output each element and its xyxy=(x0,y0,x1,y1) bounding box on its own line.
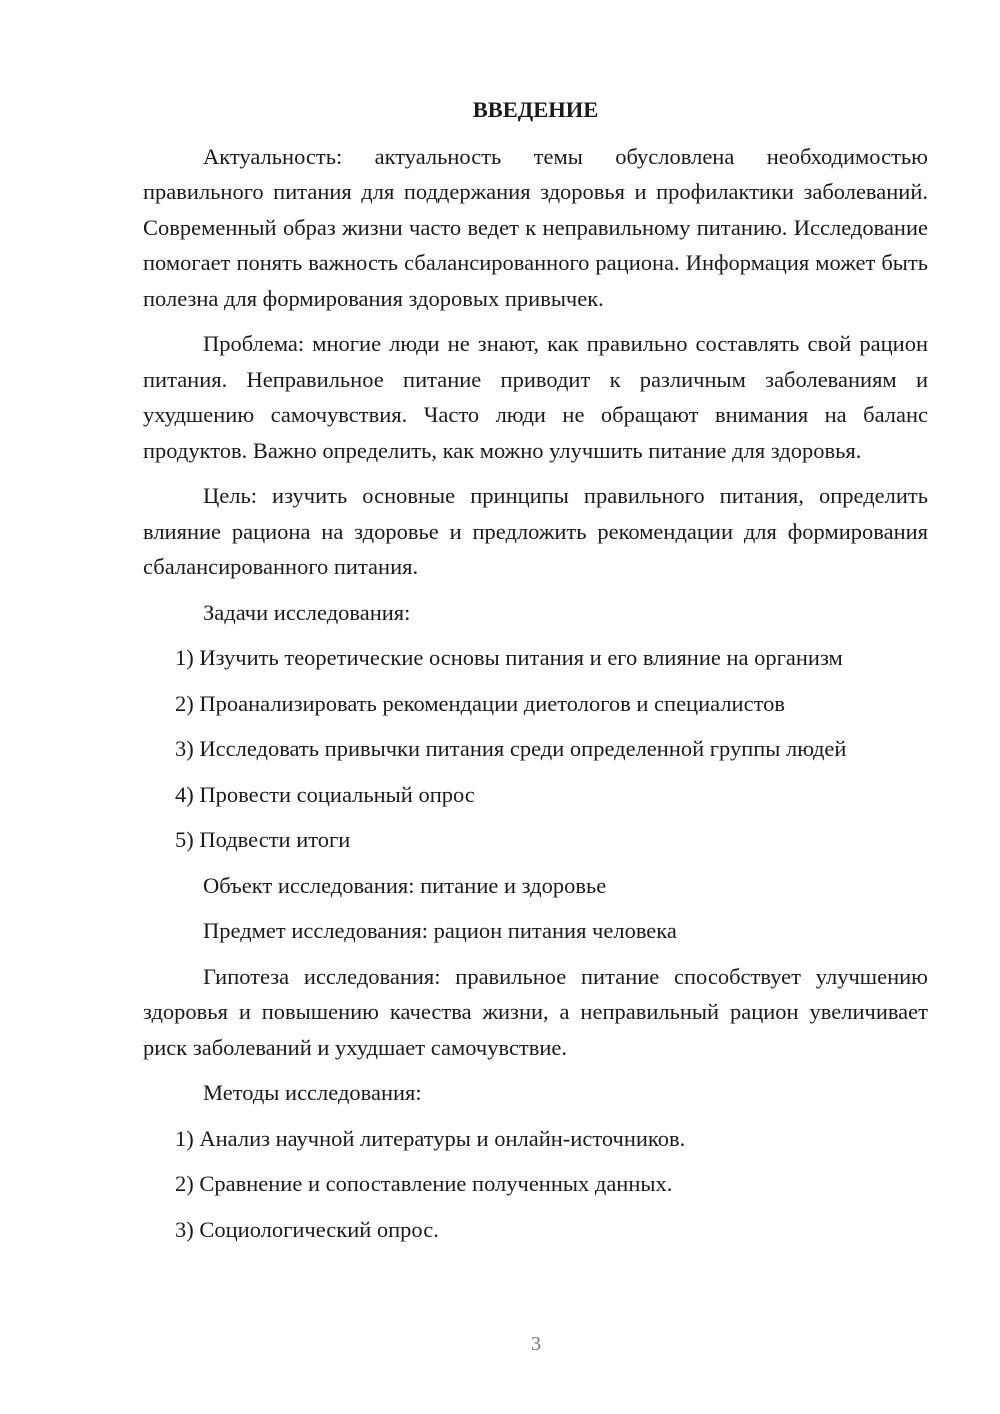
goal-paragraph: Цель: изучить основные принципы правильного питания, определить влияние рациона на здоровье и предложить рекомендации для формирования сбалансированного питания. xyxy=(143,483,928,579)
hypothesis-paragraph: Гипотеза исследования: правильное питание способствует улучшению здоровья и повышению качества жизни, а неправильный рацион увеличивает риск заболеваний и ухудшает самочувствие. xyxy=(143,963,928,1060)
method-item: 3) Социологический опрос. xyxy=(175,1216,439,1242)
object-paragraph: Объект исследования: питание и здоровье xyxy=(203,872,607,898)
method-item: 1) Анализ научной литературы и онлайн-источников. xyxy=(175,1125,686,1151)
page-title: ВВЕДЕНИЕ xyxy=(472,97,599,122)
relevance-paragraph: Актуальность: актуальность темы обусловлена необходимостью правильного питания для поддержания здоровья и профилактики заболеваний. Современный образ жизни часто ведет к неправильному питанию. Исследование помогает понять важность сбалансированного рациона. Информация может быть полезна для формирования здоровых привычек. xyxy=(143,143,928,311)
subject-paragraph: Предмет исследования: рацион питания человека xyxy=(203,918,677,943)
task-item: 1) Изучить теоретические основы питания и его влияние на организм xyxy=(175,645,843,670)
page-number: 3 xyxy=(531,1333,541,1355)
task-item: 4) Провести социальный опрос xyxy=(175,781,475,807)
problem-paragraph: Проблема: многие люди не знают, как правильно составлять свой рацион питания. Неправильное питание приводит к различным заболеваниям и ухудшению самочувствия. Часто люди не обращают внимания на баланс продуктов. Важно определить, как можно улучшить питание для здоровья. xyxy=(143,331,928,463)
task-item: 2) Проанализировать рекомендации диетологов и специалистов xyxy=(175,690,785,716)
method-item: 2) Сравнение и сопоставление полученных данных. xyxy=(175,1171,673,1196)
methods-heading: Методы исследования: xyxy=(203,1080,422,1105)
task-item: 5) Подвести итоги xyxy=(175,827,351,852)
document-page xyxy=(143,92,928,1257)
tasks-heading: Задачи исследования: xyxy=(203,599,411,625)
task-item: 3) Исследовать привычки питания среди определенной группы людей xyxy=(175,736,847,761)
